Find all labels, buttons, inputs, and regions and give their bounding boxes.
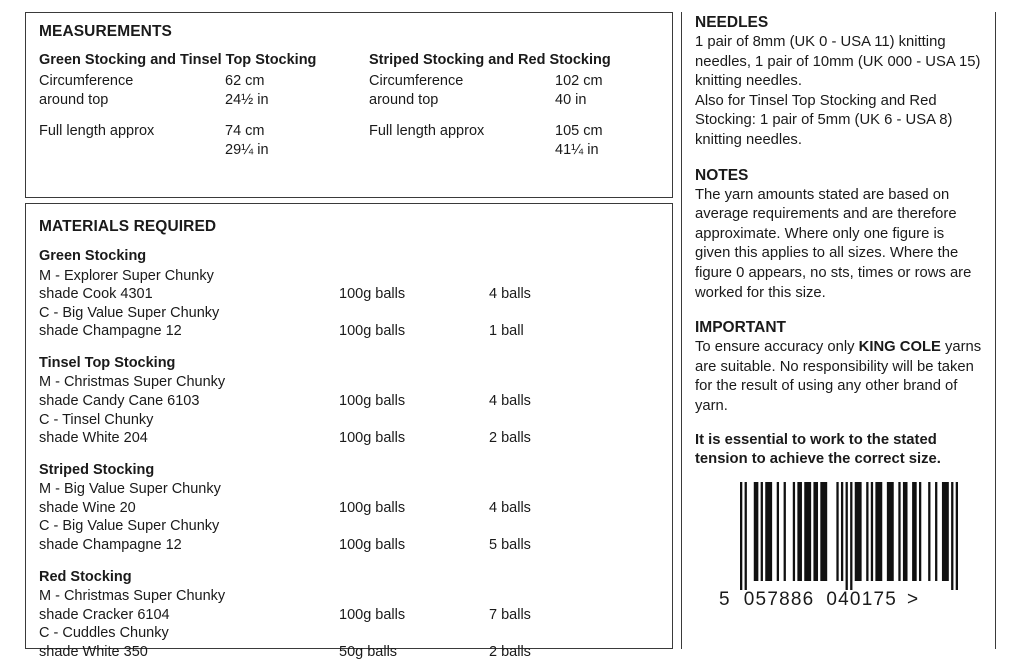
measurement-label: Circumference xyxy=(369,72,464,89)
measurement-value: 74 cm xyxy=(225,122,265,139)
important-section xyxy=(695,317,982,416)
important-body xyxy=(695,338,982,416)
yarn-weight: 100g balls xyxy=(339,499,406,516)
yarn-quantity: 2 balls xyxy=(489,430,531,447)
needles-section xyxy=(695,12,982,151)
measurement-row xyxy=(369,91,669,111)
notes-heading: NOTES xyxy=(695,166,749,184)
yarn-line xyxy=(39,499,659,518)
yarn-description: M - Christmas Super Chunky xyxy=(39,374,226,391)
spacer xyxy=(695,151,982,165)
yarn-line xyxy=(39,304,659,323)
measurement-row xyxy=(39,72,369,92)
measurements-group-heading: Striped Stocking and Red Stocking xyxy=(369,52,611,68)
barcode-digits xyxy=(719,589,979,611)
yarn-description: M - Christmas Super Chunky xyxy=(39,588,226,605)
measurement-value: 29¼ in xyxy=(225,142,269,158)
yarn-quantity: 7 balls xyxy=(489,606,531,623)
yarn-line xyxy=(39,517,659,536)
yarn-group xyxy=(39,568,659,662)
measurement-value: 41¼ in xyxy=(555,142,599,158)
spacer xyxy=(695,417,982,431)
yarn-line xyxy=(39,606,659,625)
yarn-group xyxy=(39,247,659,341)
yarn-description: shade Champagne 12 xyxy=(39,323,182,340)
yarn-description: shade Cook 4301 xyxy=(39,286,153,303)
yarn-description: shade Wine 20 xyxy=(39,499,136,516)
materials-heading: MATERIALS REQUIRED xyxy=(39,218,217,235)
yarn-group-name: Tinsel Top Stocking xyxy=(39,354,176,371)
yarn-line xyxy=(39,285,659,304)
yarn-line xyxy=(39,392,659,411)
yarn-description: C - Cuddles Chunky xyxy=(39,625,169,642)
yarn-quantity: 4 balls xyxy=(489,286,531,303)
spacer xyxy=(39,111,369,122)
measurement-row xyxy=(39,91,369,111)
measurements-group-heading: Green Stocking and Tinsel Top Stocking xyxy=(39,52,317,68)
yarn-weight: 100g balls xyxy=(339,606,406,623)
yarn-line xyxy=(39,429,659,448)
yarn-group xyxy=(39,354,659,448)
yarn-line xyxy=(39,536,659,555)
measurement-label: around top xyxy=(39,92,109,108)
measurement-row xyxy=(39,141,369,161)
brand-name: KING COLE xyxy=(858,339,941,356)
measurements-panel xyxy=(25,12,673,198)
yarn-line xyxy=(39,587,659,606)
yarn-line xyxy=(39,643,659,662)
important-heading: IMPORTANT xyxy=(695,319,786,337)
yarn-weight: 50g balls xyxy=(339,643,398,660)
yarn-group-name: Green Stocking xyxy=(39,248,147,264)
spacer xyxy=(369,111,669,122)
yarn-description: shade White 350 xyxy=(39,643,148,660)
important-text-after: yarns are suitable. No responsibility will be taken for the result of using any other brand of yarn. xyxy=(695,339,982,414)
yarn-description: M - Explorer Super Chunky xyxy=(39,267,214,284)
yarn-weight: 100g balls xyxy=(339,323,406,340)
measurement-row xyxy=(369,122,669,142)
measurements-column-right xyxy=(369,51,669,161)
measurement-row xyxy=(369,141,669,161)
yarn-line xyxy=(39,267,659,286)
yarn-line xyxy=(39,322,659,341)
barcode-bars-graphic xyxy=(740,482,958,590)
measurement-label: around top xyxy=(369,92,439,108)
yarn-weight: 100g balls xyxy=(339,286,406,303)
yarn-line xyxy=(39,624,659,643)
needles-body: 1 pair of 8mm (UK 0 - USA 11) knitting needles, 1 pair of 10mm (UK 000 - USA 15) knitting needles. Also for Tinsel Top Stocking and Red Stocking: 1 pair of 5mm (UK 6 - USA 8) knitting needles. xyxy=(695,34,981,148)
yarn-description: C - Tinsel Chunky xyxy=(39,411,154,428)
barcode-left-group: 057886 xyxy=(743,589,815,610)
yarn-group-name: Red Stocking xyxy=(39,568,132,585)
measurement-value: 62 cm xyxy=(225,72,265,89)
measurements-column-left xyxy=(39,51,369,161)
yarn-quantity: 5 balls xyxy=(489,537,531,554)
yarn-quantity: 2 balls xyxy=(489,643,531,660)
materials-panel xyxy=(25,203,673,660)
yarn-description: shade Champagne 12 xyxy=(39,537,182,554)
yarn-line xyxy=(39,411,659,430)
measurements-heading: MEASUREMENTS xyxy=(39,23,172,40)
barcode-right-group: 040175 xyxy=(826,589,897,610)
yarn-weight: 100g balls xyxy=(339,537,406,554)
notes-body: The yarn amounts stated are based on average requirements and are therefore approximate. Where only one figure is given this applies to all sizes. Where the figure 0 appears, no sts, times or rows are worked for this size. xyxy=(695,186,972,301)
yarn-quantity: 1 ball xyxy=(489,323,524,340)
yarn-quantity: 4 balls xyxy=(489,499,531,516)
yarn-weight: 100g balls xyxy=(339,392,406,409)
measurement-label: Full length approx xyxy=(369,122,485,139)
measurement-row xyxy=(369,72,669,92)
notes-section xyxy=(695,165,982,304)
yarn-description: shade Cracker 6104 xyxy=(39,606,170,623)
yarn-quantity: 4 balls xyxy=(489,392,531,409)
yarn-description: C - Big Value Super Chunky xyxy=(39,518,220,535)
measurement-value: 105 cm xyxy=(555,122,603,139)
barcode-trailing-symbol: > xyxy=(907,589,920,610)
important-text-before: To ensure accuracy only xyxy=(695,339,859,356)
measurement-label: Circumference xyxy=(39,72,134,89)
yarn-description: M - Big Value Super Chunky xyxy=(39,481,221,498)
measurement-value: 24½ in xyxy=(225,92,269,108)
barcode xyxy=(695,482,984,611)
measurement-row xyxy=(39,122,369,142)
yarn-group xyxy=(39,461,659,555)
yarn-description: shade Candy Cane 6103 xyxy=(39,392,200,409)
yarn-description: shade White 204 xyxy=(39,430,148,447)
needles-heading: NEEDLES xyxy=(695,14,769,31)
yarn-description: C - Big Value Super Chunky xyxy=(39,304,220,321)
measurement-value: 102 cm xyxy=(555,72,603,89)
tension-note: It is essential to work to the stated tension to achieve the correct size. xyxy=(695,431,941,468)
yarn-line xyxy=(39,480,659,499)
measurement-label: Full length approx xyxy=(39,122,155,139)
yarn-line xyxy=(39,373,659,392)
yarn-group-name: Striped Stocking xyxy=(39,461,155,478)
right-info-column xyxy=(681,12,996,649)
materials-list xyxy=(39,247,659,662)
measurement-value: 40 in xyxy=(555,92,587,108)
spacer xyxy=(695,303,982,317)
barcode-lead-digit: 5 xyxy=(719,589,731,610)
yarn-weight: 100g balls xyxy=(339,430,406,447)
